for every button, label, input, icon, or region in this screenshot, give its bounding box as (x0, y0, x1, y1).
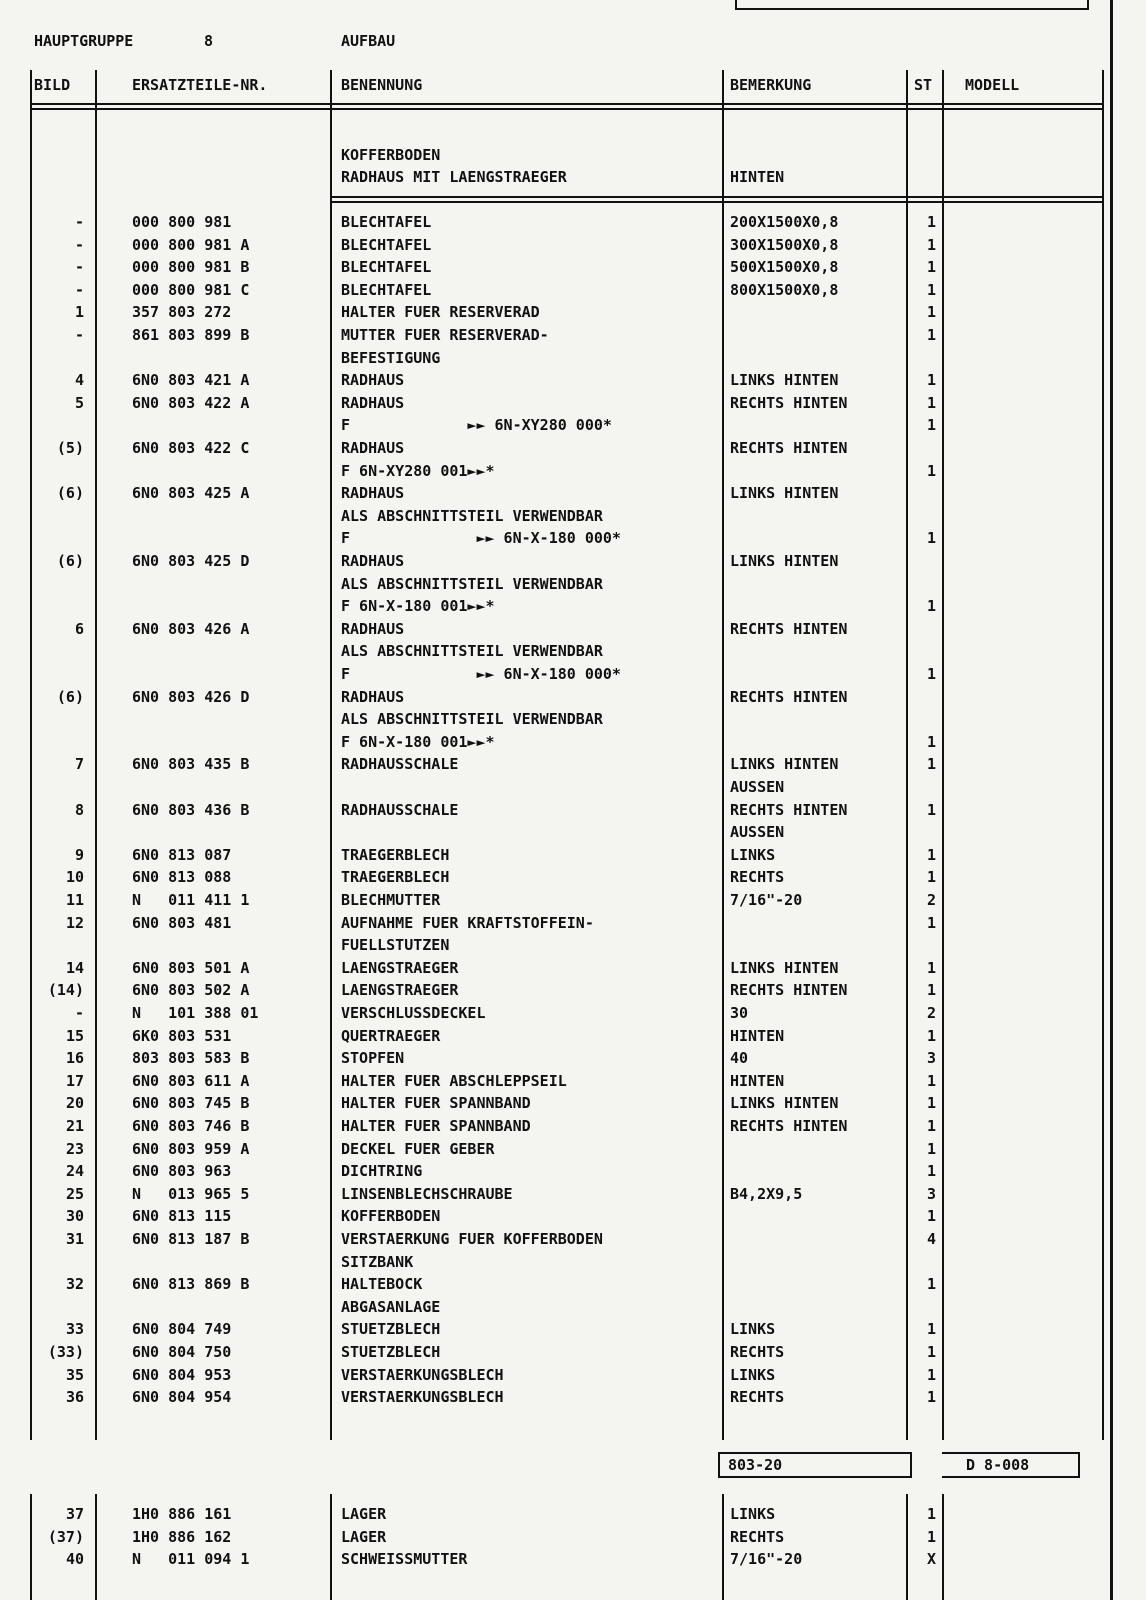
bild-cell: 4 (74, 371, 84, 390)
description-cell: STOPFEN (341, 1049, 405, 1068)
description-cell: HALTEBOCK (341, 1275, 423, 1294)
description-cell: TRAEGERBLECH (341, 845, 450, 864)
quantity-cell: 1 (926, 235, 936, 254)
quantity-cell: 1 (926, 1343, 936, 1361)
quantity-cell: 1 (926, 461, 936, 480)
description-cell: RADHAUS (341, 393, 405, 412)
quantity-cell: 1 (926, 416, 936, 435)
description-cell: LAENGSTRAEGER (341, 958, 459, 977)
hauptgruppe-number: 8 (204, 32, 214, 50)
bild-cell: 31 (65, 1230, 84, 1248)
bild-cell: 8 (74, 800, 84, 819)
section-rule-2 (330, 201, 1104, 203)
table-row (0, 550, 1146, 573)
quantity-cell: 1 (926, 1275, 936, 1294)
bild-cell: 35 (65, 1365, 84, 1384)
part-number-cell: 6N0 803 501 A (132, 958, 250, 977)
table-row (0, 211, 1146, 234)
part-number-cell: 000 800 981 B (132, 258, 250, 277)
table-row (0, 1251, 1146, 1274)
table-row (0, 1273, 1146, 1296)
table-row (0, 821, 1146, 844)
quantity-cell: 1 (926, 1071, 936, 1090)
quantity-cell: 1 (926, 371, 936, 390)
table-row (0, 889, 1146, 912)
bild-cell: (6) (56, 687, 84, 706)
quantity-cell: 1 (926, 393, 936, 412)
bild-cell: 32 (65, 1275, 84, 1294)
table-row (0, 844, 1146, 867)
part-number-cell: 6N0 804 954 (132, 1388, 232, 1407)
part-number-cell: N 011 411 1 (132, 891, 250, 909)
part-number-cell: N 013 965 5 (132, 1184, 250, 1203)
section-title-remark: HINTEN (730, 168, 785, 186)
quantity-cell: 1 (926, 1026, 936, 1045)
table-row (0, 1138, 1146, 1161)
bild-cell: 23 (65, 1139, 84, 1158)
bild-cell: (37) (47, 1527, 84, 1546)
table-row (0, 1341, 1146, 1364)
remark-cell: LINKS (730, 1320, 776, 1339)
table-row (0, 640, 1146, 663)
bild-cell: (14) (47, 981, 84, 1000)
remark-cell: LINKS HINTEN (730, 958, 839, 977)
header-rule-1 (30, 103, 1104, 105)
part-number-cell: 6N0 803 746 B (132, 1117, 250, 1135)
quantity-cell: 1 (926, 755, 936, 774)
bild-cell: - (74, 213, 84, 231)
table-row (0, 1183, 1146, 1206)
description-cell: RADHAUSSCHALE (341, 800, 459, 819)
bild-cell: 5 (74, 393, 84, 412)
hauptgruppe-label: HAUPTGRUPPE (34, 32, 134, 50)
table-row (0, 301, 1146, 324)
table-row (0, 324, 1146, 347)
description-cell: F 6N-XY280 001►►* (341, 461, 495, 480)
quantity-cell: 1 (926, 1117, 936, 1135)
part-number-cell: 6N0 813 088 (132, 868, 232, 887)
remark-cell: RECHTS HINTEN (730, 687, 848, 706)
part-number-cell: 6N0 803 421 A (132, 371, 250, 390)
description-cell: KOFFERBODEN (341, 1207, 441, 1226)
quantity-cell: 1 (926, 1388, 936, 1407)
description-cell: RADHAUS (341, 371, 405, 390)
bild-cell: (33) (47, 1343, 84, 1361)
quantity-cell: 1 (926, 597, 936, 616)
remark-cell: 7/16"-20 (730, 1550, 803, 1569)
description-cell: HALTER FUER ABSCHLEPPSEIL (341, 1071, 567, 1090)
part-number-cell: 6N0 803 422 C (132, 439, 250, 457)
remark-cell: 500X1500X0,8 (730, 258, 839, 277)
table-row (0, 1526, 1146, 1549)
part-number-cell: 6N0 813 187 B (132, 1230, 250, 1248)
quantity-cell: 1 (926, 1094, 936, 1113)
quantity-cell: 1 (926, 213, 936, 231)
remark-cell: LINKS (730, 1505, 776, 1523)
table-row (0, 686, 1146, 709)
table-row (0, 1115, 1146, 1138)
description-cell: AUFNAHME FUER KRAFTSTOFFEIN- (341, 913, 594, 932)
remark-cell: RECHTS (730, 868, 785, 887)
table-row (0, 347, 1146, 370)
part-number-cell: 6N0 813 115 (132, 1207, 232, 1226)
table-row (0, 573, 1146, 596)
quantity-cell: 1 (926, 958, 936, 977)
bild-cell: 24 (65, 1162, 84, 1181)
table-row (0, 799, 1146, 822)
description-cell: VERSTAERKUNG FUER KOFFERBODEN (341, 1230, 603, 1248)
bild-cell: (5) (56, 439, 84, 457)
table-row (0, 505, 1146, 528)
description-cell: ALS ABSCHNITTSTEIL VERWENDBAR (341, 506, 603, 525)
bild-cell: 30 (65, 1207, 84, 1226)
quantity-cell: 1 (926, 665, 936, 683)
table-row (0, 1047, 1146, 1070)
description-cell: VERSCHLUSSDECKEL (341, 1004, 486, 1022)
description-cell: FUELLSTUTZEN (341, 936, 450, 955)
description-cell: RADHAUSSCHALE (341, 755, 459, 774)
remark-cell: RECHTS HINTEN (730, 800, 848, 819)
part-number-cell: 6N0 803 481 (132, 913, 232, 932)
description-cell: BLECHTAFEL (341, 258, 432, 277)
remark-cell: RECHTS HINTEN (730, 393, 848, 412)
col-header-ben: BENENNUNG (341, 76, 423, 94)
description-cell: RADHAUS (341, 552, 405, 570)
part-number-cell: 6N0 803 435 B (132, 755, 250, 774)
remark-cell: RECHTS (730, 1527, 785, 1546)
table-row (0, 1228, 1146, 1251)
bild-cell: 9 (74, 845, 84, 864)
description-cell: LINSENBLECHSCHRAUBE (341, 1184, 513, 1203)
table-row (0, 1296, 1146, 1319)
description-cell: RADHAUS (341, 619, 405, 638)
part-number-cell: 6N0 803 422 A (132, 393, 250, 412)
remark-cell: LINKS HINTEN (730, 484, 839, 503)
quantity-cell: 1 (926, 529, 936, 548)
description-cell: TRAEGERBLECH (341, 868, 450, 887)
part-number-cell: N 101 388 01 (132, 1004, 259, 1022)
description-cell: BLECHMUTTER (341, 891, 441, 909)
description-cell: SITZBANK (341, 1252, 414, 1271)
table-row (0, 1092, 1146, 1115)
table-row (0, 1318, 1146, 1341)
remark-cell: LINKS HINTEN (730, 552, 839, 570)
description-cell: LAGER (341, 1505, 387, 1523)
remark-cell: RECHTS (730, 1388, 785, 1407)
quantity-cell: 1 (926, 1365, 936, 1384)
part-number-cell: 6N0 803 611 A (132, 1071, 250, 1090)
table-row (0, 256, 1146, 279)
table-row (0, 279, 1146, 302)
remark-cell: RECHTS HINTEN (730, 981, 848, 1000)
quantity-cell: 1 (926, 845, 936, 864)
remark-cell: LINKS HINTEN (730, 755, 839, 774)
table-row (0, 482, 1146, 505)
description-cell: ABGASANLAGE (341, 1297, 441, 1316)
group-code: 803-20 (728, 1456, 783, 1474)
part-number-cell: 6N0 804 750 (132, 1343, 232, 1361)
part-number-cell: 861 803 899 B (132, 326, 250, 344)
bild-cell: 16 (65, 1049, 84, 1068)
quantity-cell: 2 (926, 891, 936, 909)
description-cell: LAGER (341, 1527, 387, 1546)
part-number-cell: 6N0 803 426 A (132, 619, 250, 638)
col-header-st: ST (914, 76, 933, 94)
description-cell: F ►► 6N-XY280 000* (341, 416, 612, 435)
description-cell: SCHWEISSMUTTER (341, 1550, 468, 1569)
part-number-cell: 6N0 804 953 (132, 1365, 232, 1384)
remark-cell: HINTEN (730, 1026, 785, 1045)
page-code-box (942, 1452, 1080, 1478)
table-row (0, 1548, 1146, 1571)
group-code-box (718, 1452, 912, 1478)
top-label-box (735, 0, 1089, 10)
table-row (0, 1070, 1146, 1093)
bild-cell: 11 (65, 891, 84, 909)
description-cell: ALS ABSCHNITTSTEIL VERWENDBAR (341, 574, 603, 593)
col-header-bild: BILD (34, 76, 71, 94)
table-row (0, 753, 1146, 776)
bild-cell: 7 (74, 755, 84, 774)
bild-cell: 10 (65, 868, 84, 887)
part-number-cell: 6N0 803 959 A (132, 1139, 250, 1158)
part-number-cell: 357 803 272 (132, 303, 232, 322)
quantity-cell: 1 (926, 1207, 936, 1226)
description-cell: F 6N-X-180 001►►* (341, 732, 495, 751)
description-cell: ALS ABSCHNITTSTEIL VERWENDBAR (341, 710, 603, 729)
bild-cell: 36 (65, 1388, 84, 1407)
description-cell: VERSTAERKUNGSBLECH (341, 1388, 504, 1407)
part-number-cell: 6N0 803 425 D (132, 552, 250, 570)
quantity-cell: 4 (926, 1230, 936, 1248)
bild-cell: - (74, 235, 84, 254)
bild-cell: 17 (65, 1071, 84, 1090)
bild-cell: 25 (65, 1184, 84, 1203)
part-number-cell: 803 803 583 B (132, 1049, 250, 1068)
quantity-cell: 1 (926, 1320, 936, 1339)
table-row (0, 595, 1146, 618)
quantity-cell: 1 (926, 913, 936, 932)
bild-cell: 20 (65, 1094, 84, 1113)
quantity-cell: 1 (926, 868, 936, 887)
remark-cell: LINKS (730, 845, 776, 864)
remark-cell: HINTEN (730, 1071, 785, 1090)
quantity-cell: 2 (926, 1004, 936, 1022)
bild-cell: 33 (65, 1320, 84, 1339)
col-header-bem: BEMERKUNG (730, 76, 812, 94)
description-cell: F ►► 6N-X-180 000* (341, 529, 621, 548)
part-number-cell: 6N0 803 745 B (132, 1094, 250, 1113)
quantity-cell: 1 (926, 732, 936, 751)
part-number-cell: 6K0 803 531 (132, 1026, 232, 1045)
bild-cell: 14 (65, 958, 84, 977)
description-cell: HALTER FUER SPANNBAND (341, 1094, 531, 1113)
table-row (0, 369, 1146, 392)
table-row (0, 414, 1146, 437)
part-number-cell: 1H0 886 161 (132, 1505, 232, 1523)
table-row (0, 866, 1146, 889)
description-cell: RADHAUS (341, 439, 405, 457)
section-title-line2: RADHAUS MIT LAENGSTRAEGER (341, 168, 567, 186)
remark-cell: B4,2X9,5 (730, 1184, 803, 1203)
remark-cell: 40 (730, 1049, 749, 1068)
bild-cell: 21 (65, 1117, 84, 1135)
table-row (0, 957, 1146, 980)
quantity-cell: 1 (926, 326, 936, 344)
description-cell: DECKEL FUER GEBER (341, 1139, 495, 1158)
bild-cell: - (74, 326, 84, 344)
quantity-cell: 1 (926, 303, 936, 322)
description-cell: F 6N-X-180 001►►* (341, 597, 495, 616)
quantity-cell: X (926, 1550, 936, 1569)
table-row (0, 663, 1146, 686)
remark-cell: 300X1500X0,8 (730, 235, 839, 254)
page-code: D 8-008 (966, 1456, 1030, 1474)
table-row (0, 776, 1146, 799)
remark-cell: LINKS (730, 1365, 776, 1384)
remark-cell: 30 (730, 1004, 749, 1022)
description-cell: HALTER FUER SPANNBAND (341, 1117, 531, 1135)
table-row (0, 234, 1146, 257)
description-cell: LAENGSTRAEGER (341, 981, 459, 1000)
description-cell: STUETZBLECH (341, 1320, 441, 1339)
table-row (0, 1503, 1146, 1526)
table-row (0, 1160, 1146, 1183)
part-number-cell: 6N0 803 963 (132, 1162, 232, 1181)
section-rule-1 (330, 196, 1104, 198)
quantity-cell: 1 (926, 1505, 936, 1523)
part-number-cell: 000 800 981 C (132, 280, 250, 299)
table-row (0, 934, 1146, 957)
description-cell: BLECHTAFEL (341, 213, 432, 231)
table-row (0, 1002, 1146, 1025)
table-row (0, 979, 1146, 1002)
part-number-cell: N 011 094 1 (132, 1550, 250, 1569)
part-number-cell: 000 800 981 A (132, 235, 250, 254)
quantity-cell: 3 (926, 1049, 936, 1068)
quantity-cell: 1 (926, 1139, 936, 1158)
remark-cell: RECHTS (730, 1343, 785, 1361)
description-cell: QUERTRAEGER (341, 1026, 441, 1045)
part-number-cell: 6N0 803 425 A (132, 484, 250, 503)
quantity-cell: 1 (926, 800, 936, 819)
remark-cell: LINKS HINTEN (730, 371, 839, 390)
table-row (0, 731, 1146, 754)
bild-cell: 1 (74, 303, 84, 322)
description-cell: BEFESTIGUNG (341, 348, 441, 367)
bild-cell: 15 (65, 1026, 84, 1045)
description-cell: STUETZBLECH (341, 1343, 441, 1361)
remark-cell: AUSSEN (730, 778, 785, 796)
remark-cell: RECHTS HINTEN (730, 439, 848, 457)
remark-cell: 800X1500X0,8 (730, 280, 839, 299)
table-row (0, 527, 1146, 550)
bild-cell: (6) (56, 552, 84, 570)
table-row (0, 708, 1146, 731)
table-row (0, 912, 1146, 935)
table-row (0, 1364, 1146, 1387)
table-row (0, 460, 1146, 483)
bild-cell: (6) (56, 484, 84, 503)
bild-cell: 37 (65, 1505, 84, 1523)
quantity-cell: 1 (926, 280, 936, 299)
table-row (0, 618, 1146, 641)
description-cell: RADHAUS (341, 687, 405, 706)
part-number-cell: 6N0 803 502 A (132, 981, 250, 1000)
table-row (0, 437, 1146, 460)
part-number-cell: 6N0 803 426 D (132, 687, 250, 706)
remark-cell: LINKS HINTEN (730, 1094, 839, 1113)
remark-cell: RECHTS HINTEN (730, 619, 848, 638)
part-number-cell: 6N0 813 869 B (132, 1275, 250, 1294)
description-cell: MUTTER FUER RESERVERAD- (341, 326, 549, 344)
bild-cell: - (74, 280, 84, 299)
quantity-cell: 3 (926, 1184, 936, 1203)
part-number-cell: 000 800 981 (132, 213, 232, 231)
quantity-cell: 1 (926, 981, 936, 1000)
part-number-cell: 6N0 803 436 B (132, 800, 250, 819)
quantity-cell: 1 (926, 258, 936, 277)
bild-cell: - (74, 1004, 84, 1022)
quantity-cell: 1 (926, 1162, 936, 1181)
description-cell: F ►► 6N-X-180 000* (341, 665, 621, 683)
table-row (0, 1025, 1146, 1048)
description-cell: HALTER FUER RESERVERAD (341, 303, 540, 322)
table-row (0, 392, 1146, 415)
description-cell: VERSTAERKUNGSBLECH (341, 1365, 504, 1384)
table-row (0, 1205, 1146, 1228)
header-rule-2 (30, 108, 1104, 110)
remark-cell: AUSSEN (730, 823, 785, 842)
quantity-cell: 1 (926, 1527, 936, 1546)
remark-cell: 7/16"-20 (730, 891, 803, 909)
bild-cell: - (74, 258, 84, 277)
bild-cell: 12 (65, 913, 84, 932)
col-header-nr: ERSATZTEILE-NR. (132, 76, 268, 94)
col-header-modell: MODELL (965, 76, 1020, 94)
table-row (0, 1386, 1146, 1409)
description-cell: DICHTRING (341, 1162, 423, 1181)
bild-cell: 6 (74, 619, 84, 638)
description-cell: BLECHTAFEL (341, 280, 432, 299)
bild-cell: 40 (65, 1550, 84, 1569)
page-title: AUFBAU (341, 32, 396, 50)
part-number-cell: 1H0 886 162 (132, 1527, 232, 1546)
description-cell: BLECHTAFEL (341, 235, 432, 254)
section-title-line1: KOFFERBODEN (341, 146, 441, 164)
part-number-cell: 6N0 804 749 (132, 1320, 232, 1339)
description-cell: ALS ABSCHNITTSTEIL VERWENDBAR (341, 642, 603, 661)
part-number-cell: 6N0 813 087 (132, 845, 232, 864)
description-cell: RADHAUS (341, 484, 405, 503)
remark-cell: RECHTS HINTEN (730, 1117, 848, 1135)
remark-cell: 200X1500X0,8 (730, 213, 839, 231)
